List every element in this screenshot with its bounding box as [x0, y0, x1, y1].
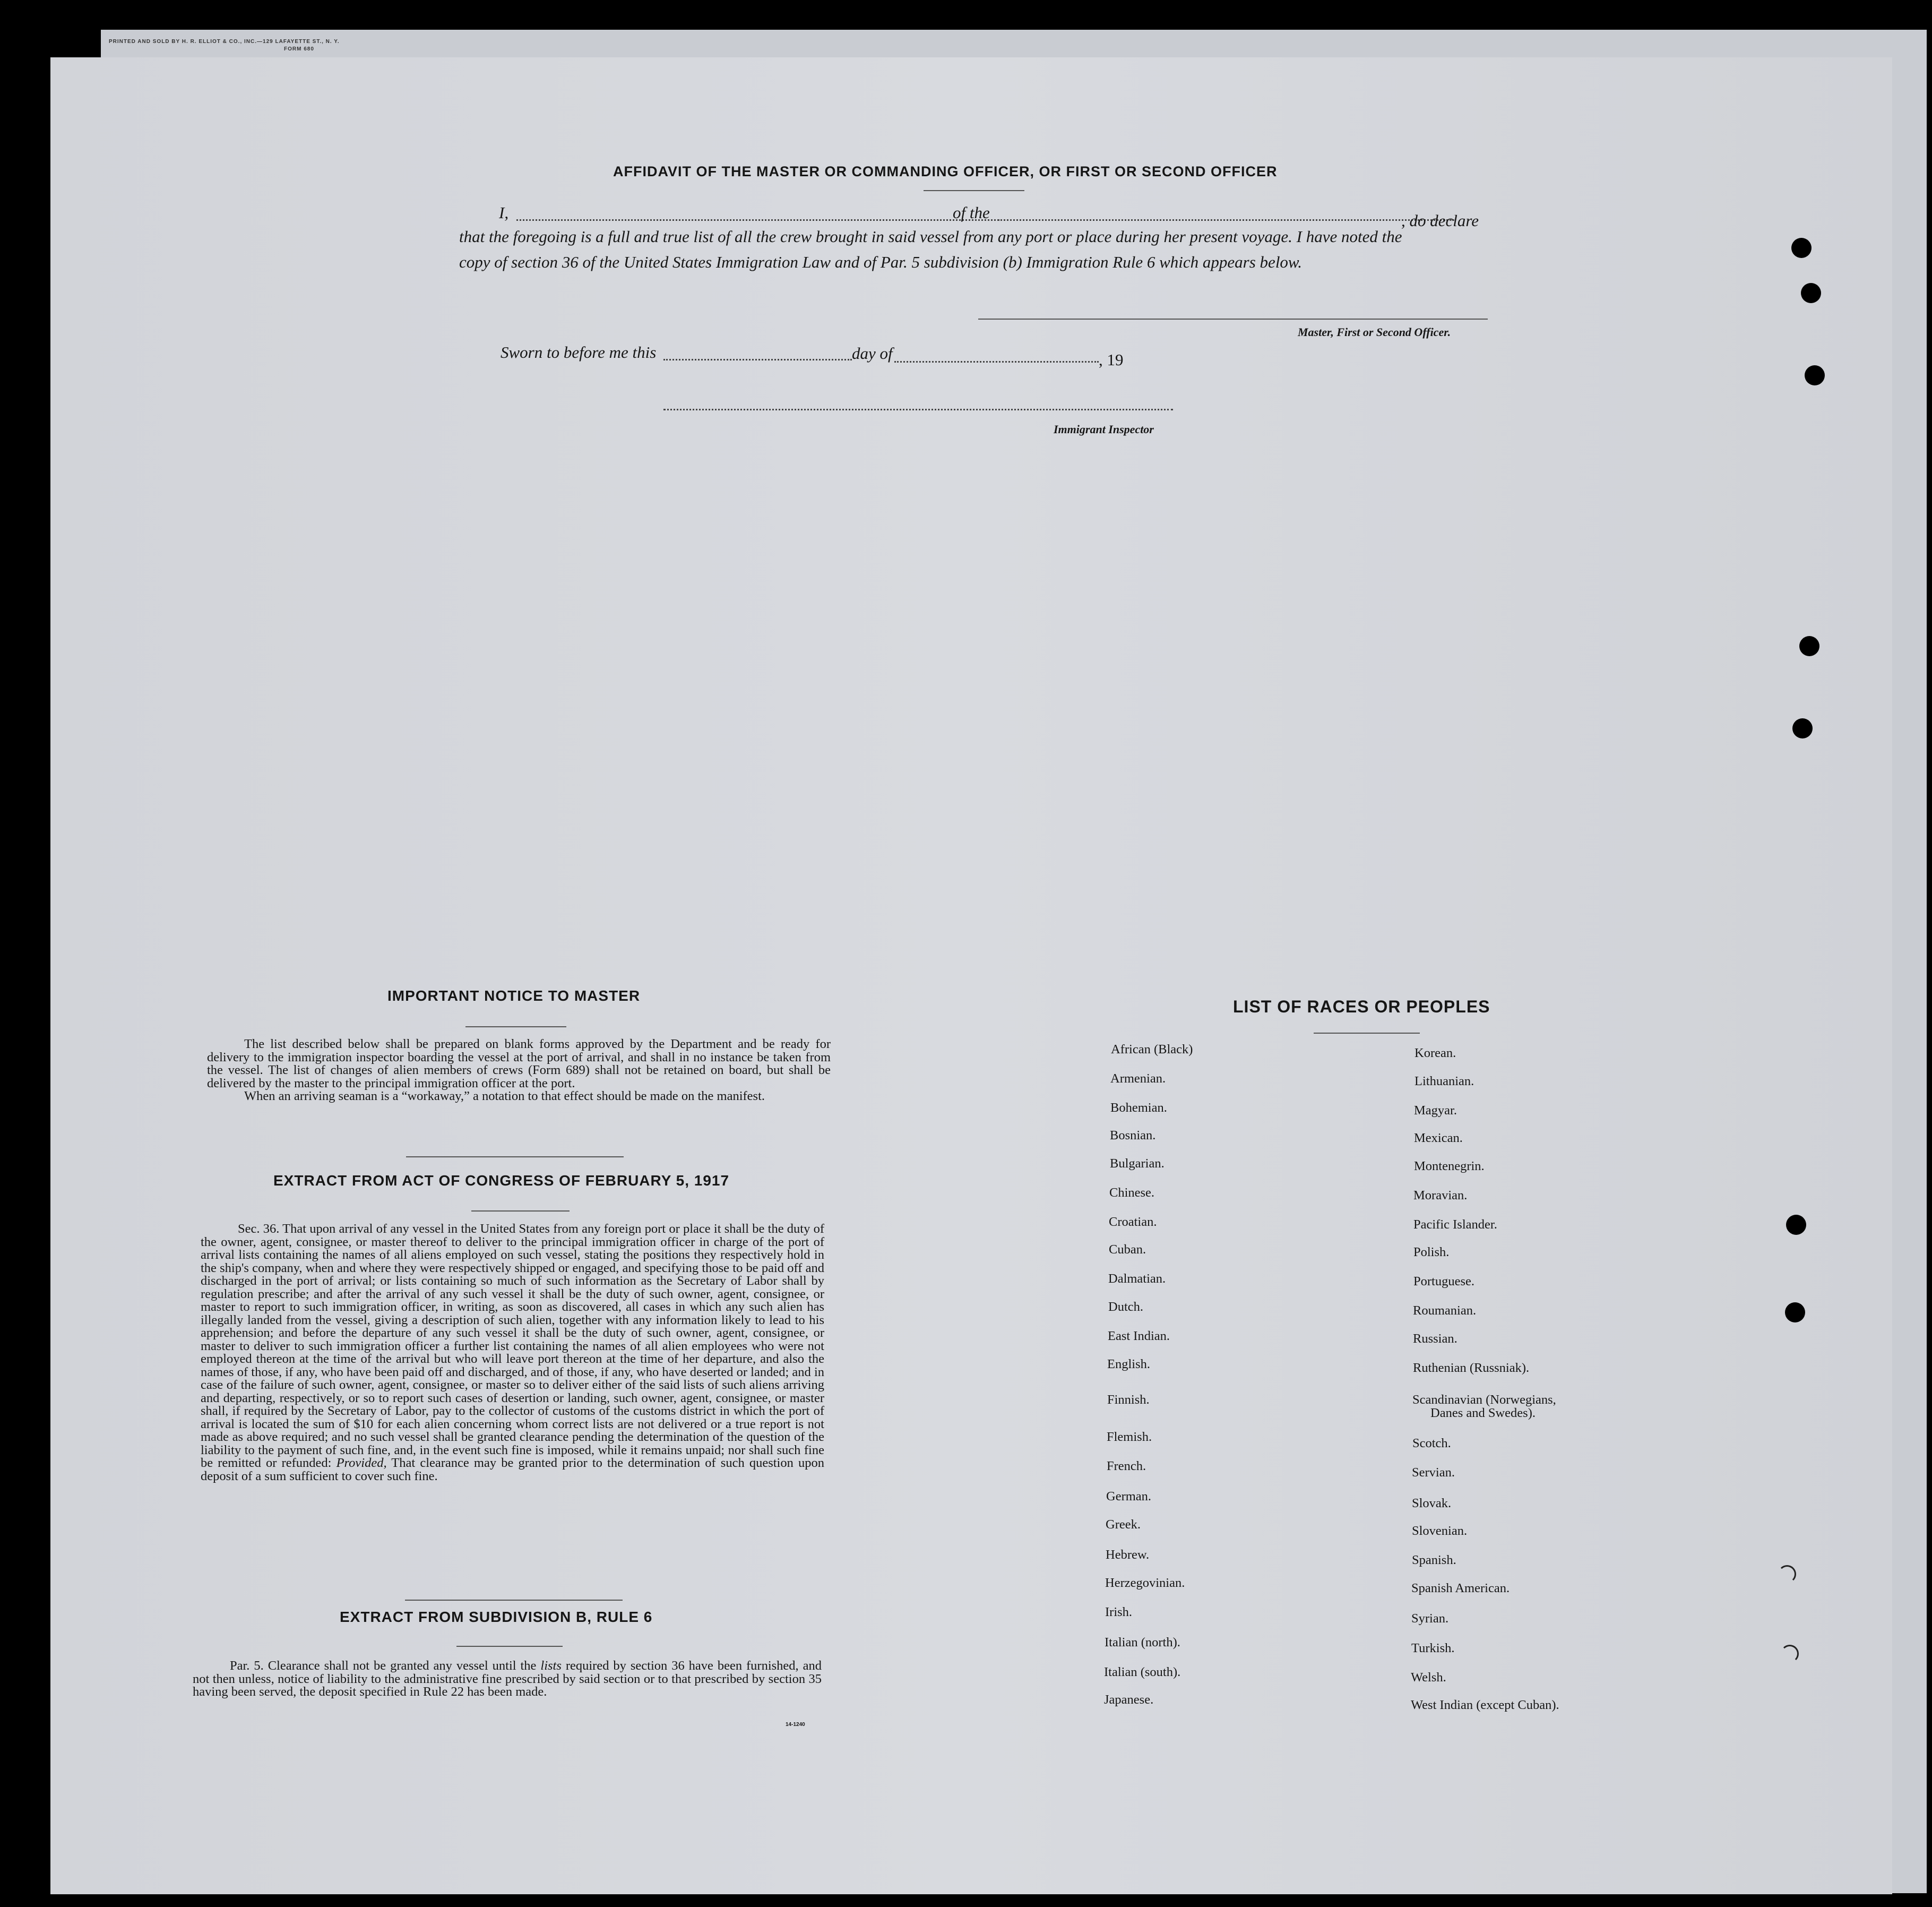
notice-paragraph: The list described below shall be prepared on blank forms approved by the Department and be ready for delivery to the immigration inspector boarding the vessel at the port of arrival, and shall in no instance be taken from the vessel. The list of changes of alien members of crews (Form 689) shall not be retained on board, but shall be delivered by the master to the principal immigration officer at the port. — [207, 1037, 831, 1090]
race-item: Herzegovinian. — [1105, 1576, 1185, 1590]
master-signature-label: Master, First or Second Officer. — [1298, 325, 1451, 339]
race-item: Cuban. — [1109, 1242, 1146, 1257]
race-item: Russian. — [1413, 1332, 1457, 1346]
divider — [471, 1210, 570, 1212]
punch-hole — [1805, 365, 1825, 385]
race-item: English. — [1107, 1357, 1150, 1371]
affidavit-line-3: copy of section 36 of the United States Immigration Law and of Par. 5 subdivision (b) Immigration Rule 6 which appears below. — [459, 253, 1303, 271]
race-item: Mexican. — [1414, 1131, 1463, 1145]
race-item: Armenian. — [1110, 1071, 1166, 1086]
race-item: Magyar. — [1414, 1103, 1457, 1118]
notice-paragraph: When an arriving seaman is a “workaway,” a notation to that effect should be made on the manifest. — [244, 1089, 765, 1103]
race-item: Scandinavian (Norwegians, — [1412, 1393, 1556, 1407]
punch-hole — [1786, 1215, 1806, 1235]
vessel-blank — [998, 219, 1454, 221]
affidavit-declare: , do declare — [1401, 211, 1479, 230]
race-item: Bosnian. — [1110, 1128, 1156, 1143]
punch-hole — [1792, 718, 1813, 738]
section-text: That upon arrival of any vessel in the United States from any foreign port or place it shall be the duty of the owner, agent, consignee, or master thereof to deliver to the principal immigration officer in charge of the port of arrival lists containing the names of all aliens employed on such vessel, stating the positions they respectively hold in the ship's company, when and where they were respectively shipped or engaged, and specifying those to be paid off and discharged in the port of arrival; or lists containing so much of such information as the Secretary of Labor shall by regulation prescribe; and after the arrival of any such vessel it shall be the duty of such owner, agent, consignee, or master to report to such immigration officer, in writing, as soon as discovered, all cases in which any such alien has illegally landed from the vessel, giving a description of such alien, together with any information likely to lead to his apprehension; and before the departure of any such vessel it shall be the duty of such owner, agent, consignee, or master to deliver to such immigration officer a further list containing the names of all alien employees who were not employed thereon at the time of the arrival but who will leave port thereon at the time of her departure, and also the names of those, if any, who have been paid off and discharged, and of those, if any, who have deserted or landed; and in case of the failure of such owner, agent, consignee, or master so to deliver either of the said lists of such aliens arriving and departing, respectively, or so to report such cases of desertion or landing, such owner, agent, consignee, or master shall, if required by the Secretary of Labor, pay to the collector of customs of the customs district in which the port of arrival is located the sum of $10 for each alien concerning whom correct lists are not delivered or a true report is not made as above required; and no such vessel shall be granted clearance pending the determination of the question of the liability to the payment of such fine, and, in the event such fine is imposed, while it remains unpaid; nor shall such fine be remitted or refunded: — [201, 1222, 825, 1470]
race-item: Irish. — [1105, 1605, 1133, 1619]
race-item: West Indian (except Cuban). — [1411, 1698, 1559, 1712]
race-item: Italian (south). — [1104, 1665, 1181, 1679]
race-item: East Indian. — [1108, 1329, 1170, 1343]
act-extract-title: EXTRACT FROM ACT OF CONGRESS OF FEBRUARY 5, 1917 — [273, 1172, 730, 1189]
race-item: Slovak. — [1412, 1496, 1452, 1510]
race-item: Montenegrin. — [1414, 1159, 1485, 1173]
race-item: Syrian. — [1411, 1611, 1449, 1626]
rule-extract-title: EXTRACT FROM SUBDIVISION B, RULE 6 — [340, 1609, 653, 1625]
race-item: Chinese. — [1109, 1186, 1155, 1200]
month-blank — [894, 361, 1099, 363]
race-item: Dutch. — [1108, 1300, 1143, 1314]
race-item: Spanish. — [1412, 1553, 1456, 1567]
rule-text-b: required by section 36 have been furnished, and not then unless, notice of liability to the administrative fine prescribed by said section or to that prescribed by section 35 having been served, the deposit specified in Rule 22 has been made. — [193, 1659, 822, 1699]
race-item: Flemish. — [1107, 1430, 1152, 1444]
punch-hole — [1791, 238, 1812, 258]
race-item: Scotch. — [1412, 1436, 1451, 1450]
race-item: Portuguese. — [1413, 1274, 1474, 1288]
section-text-end: That clearance may be granted prior to the determination of such question upon deposit of a sum sufficient to cover such fine. — [201, 1456, 824, 1483]
inspector-label: Immigrant Inspector — [1054, 423, 1154, 436]
divider — [1314, 1033, 1420, 1034]
form-code: 14-1240 — [786, 1722, 805, 1728]
imprint-line: PRINTED AND SOLD BY H. R. ELLIOT & CO., INC.—129 LAFAYETTE ST., N. Y. — [109, 39, 340, 45]
important-notice-body — [207, 1038, 831, 1103]
race-item: Pacific Islander. — [1413, 1217, 1497, 1232]
race-item: Japanese. — [1104, 1693, 1154, 1707]
race-item: Bohemian. — [1110, 1101, 1167, 1115]
race-item: Korean. — [1414, 1046, 1456, 1060]
signature-line — [978, 319, 1488, 320]
punch-hole — [1781, 1645, 1799, 1663]
race-item: Hebrew. — [1106, 1548, 1150, 1562]
divider — [465, 1026, 566, 1027]
provided-word: Provided, — [336, 1456, 387, 1470]
inspector-signature-line — [663, 409, 1173, 410]
important-notice-title: IMPORTANT NOTICE TO MASTER — [387, 987, 641, 1004]
affidavit-i: I, — [499, 203, 509, 222]
name-blank — [516, 219, 1002, 221]
race-item: Finnish. — [1107, 1393, 1150, 1407]
punch-hole — [1778, 1565, 1796, 1583]
punch-hole — [1785, 1302, 1805, 1322]
race-item: French. — [1107, 1459, 1146, 1473]
race-item: Lithuanian. — [1414, 1074, 1474, 1088]
race-item: Polish. — [1413, 1245, 1450, 1259]
sworn-label: Sworn to before me this — [501, 343, 657, 362]
race-item: Turkish. — [1411, 1641, 1455, 1655]
lists-word: lists — [540, 1659, 562, 1673]
race-item: Greek. — [1106, 1517, 1141, 1532]
form-number: FORM 680 — [284, 46, 314, 52]
divider — [405, 1600, 623, 1601]
punch-hole — [1799, 636, 1819, 656]
race-item: African (Black) — [1111, 1042, 1193, 1056]
race-item: German. — [1106, 1489, 1152, 1504]
race-item: Servian. — [1412, 1465, 1455, 1480]
document-sheet — [50, 57, 1892, 1894]
day-blank — [663, 359, 852, 360]
section-label: Sec. 36. — [238, 1222, 280, 1236]
affidavit-of-the: of the — [953, 203, 990, 222]
act-extract-body — [201, 1223, 824, 1483]
race-item: Croatian. — [1109, 1215, 1157, 1229]
race-item: Dalmatian. — [1108, 1272, 1166, 1286]
affidavit-title: AFFIDAVIT OF THE MASTER OR COMMANDING OFFICER, OR FIRST OR SECOND OFFICER — [613, 164, 1278, 179]
printer-imprint — [109, 38, 340, 53]
race-item: Welsh. — [1411, 1670, 1446, 1685]
race-item: Italian (north). — [1105, 1635, 1180, 1650]
rule-text-a: Par. 5. Clearance shall not be granted any vessel until the — [230, 1659, 537, 1673]
race-item: Ruthenian (Russniak). — [1413, 1361, 1530, 1375]
divider — [456, 1646, 563, 1647]
rule-extract-body — [193, 1660, 822, 1699]
race-item: Slovenian. — [1412, 1524, 1468, 1538]
affidavit-line-2: that the foregoing is a full and true list of all the crew brought in said vessel from any port or place during her present voyage. I have noted the — [459, 227, 1402, 246]
race-item: Roumanian. — [1413, 1303, 1477, 1318]
races-title: LIST OF RACES OR PEOPLES — [1233, 997, 1490, 1016]
divider — [406, 1156, 624, 1157]
year-prefix: , 19 — [1099, 350, 1124, 369]
race-item: Danes and Swedes). — [1430, 1406, 1536, 1420]
race-item: Moravian. — [1413, 1188, 1468, 1202]
race-item: Bulgarian. — [1110, 1156, 1165, 1171]
race-item: Spanish American. — [1411, 1581, 1510, 1595]
divider — [924, 190, 1024, 191]
punch-hole — [1801, 283, 1821, 303]
day-of-label: day of — [852, 344, 893, 363]
